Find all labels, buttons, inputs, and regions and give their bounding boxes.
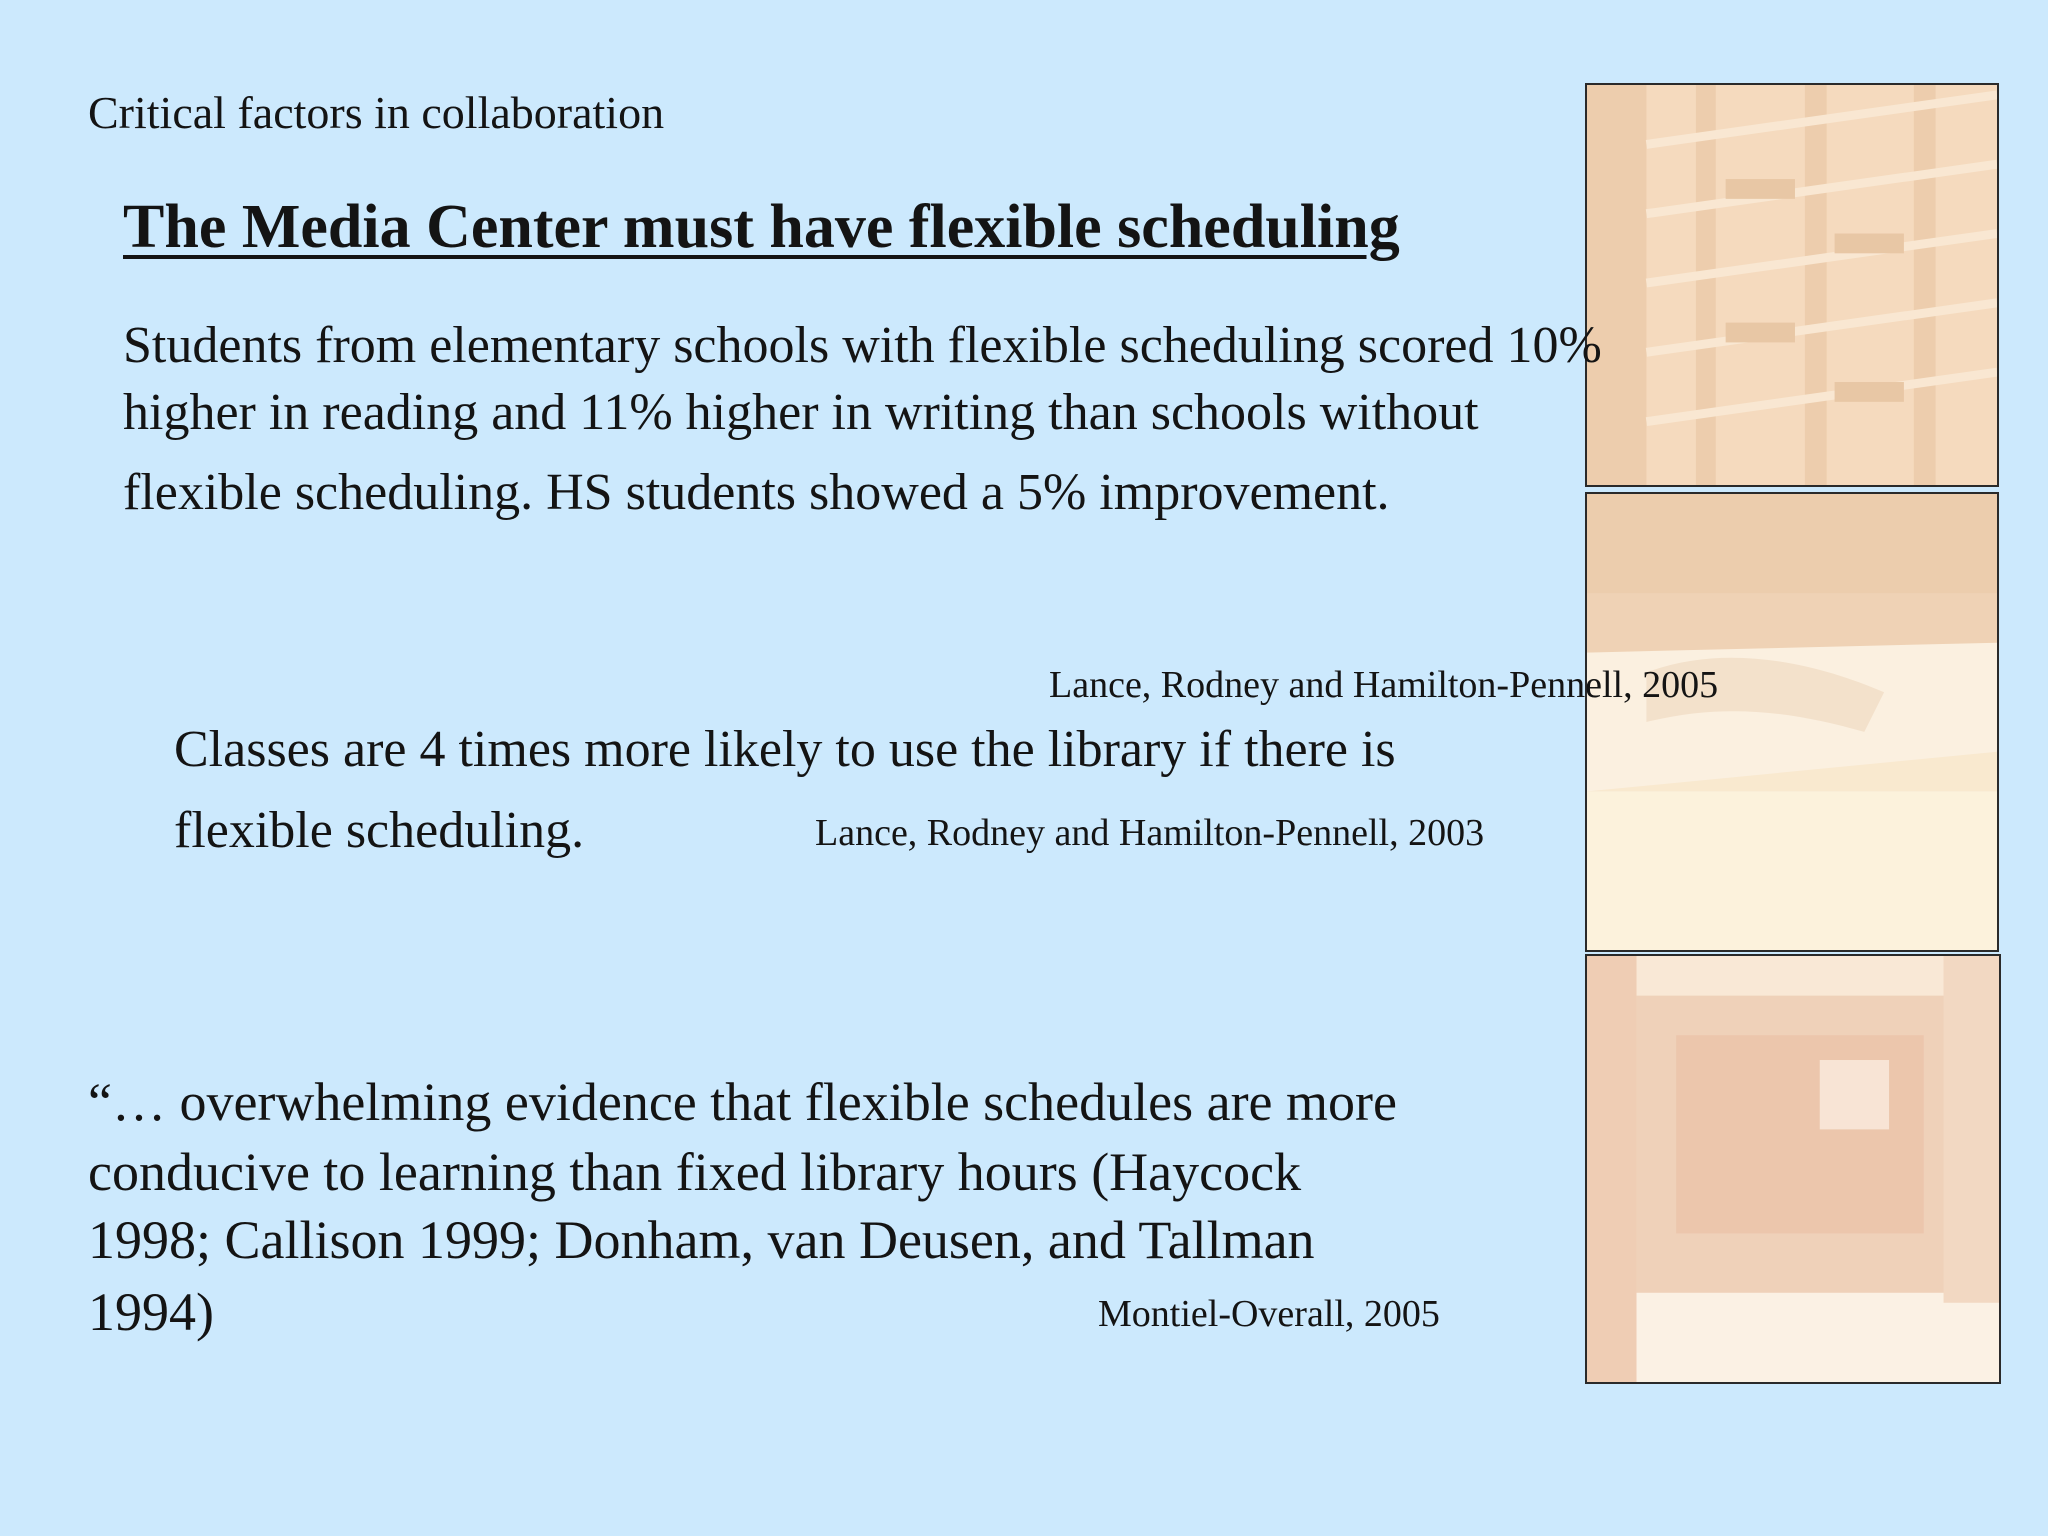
- quote-line: 1998; Callison 1999; Donham, van Deusen, and Tallman: [88, 1210, 1315, 1270]
- paragraph1-citation: Lance, Rodney and Hamilton-Pennell, 2005: [1049, 664, 1719, 706]
- paragraph1-line: Students from elementary schools with flexible scheduling scored 10%: [123, 317, 1602, 374]
- quote-line: conducive to learning than fixed library hours (Haycock: [88, 1142, 1302, 1202]
- paragraph2-line: flexible scheduling.: [174, 802, 585, 859]
- paragraph2-line: Classes are 4 times more likely to use the library if there is: [174, 721, 1396, 778]
- slide-label: Critical factors in collaboration: [88, 87, 665, 138]
- library-table-photo: [1585, 492, 1999, 952]
- slide-heading: The Media Center must have flexible scheduling: [123, 193, 1400, 261]
- library-shelves-photo: [1585, 83, 1999, 487]
- library-doorway-photo: [1585, 954, 2001, 1384]
- paragraph2-citation: Lance, Rodney and Hamilton-Pennell, 2003: [815, 812, 1485, 854]
- quote-line: “… overwhelming evidence that flexible schedules are more: [88, 1072, 1397, 1132]
- paragraph1-line: higher in reading and 11% higher in writing than schools without: [123, 384, 1479, 441]
- quote-citation: Montiel-Overall, 2005: [1098, 1293, 1440, 1335]
- quote-line: 1994): [88, 1282, 214, 1342]
- paragraph1-line: flexible scheduling. HS students showed a 5% improvement.: [123, 464, 1390, 521]
